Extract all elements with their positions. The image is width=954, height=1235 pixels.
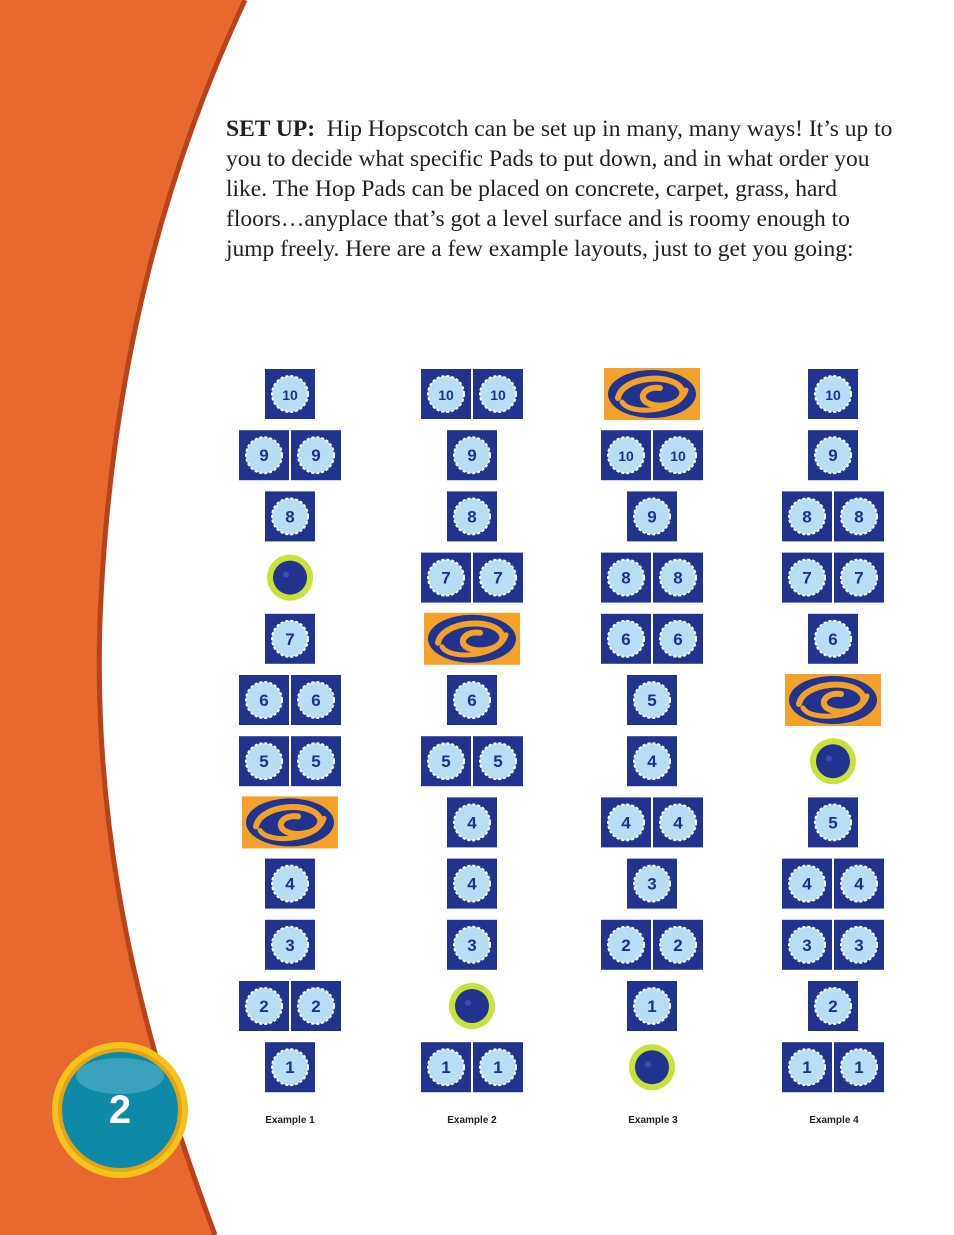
- hop-pad-6: [653, 614, 703, 664]
- hop-pad-number: 1: [285, 1058, 295, 1078]
- hop-pad-number: 9: [828, 446, 838, 466]
- page-number: 2: [108, 1088, 132, 1132]
- hop-pad-5: [291, 736, 341, 786]
- setup-body: Hip Hopscotch can be set up in many, many ways! It’s up to you to decide what specific Pads to put down, and in what order you like. The Hop Pads can be placed on concrete, carpet, grass, hard floors…anyplace that’s got a level surface and is roomy enough to jump freely. Here are a few example layouts, just to get you going:: [226, 116, 893, 262]
- swirl-pad: [604, 368, 700, 420]
- swirl-pad: [785, 674, 881, 726]
- hop-pad-7: [421, 553, 471, 603]
- hop-pad-number: 6: [259, 691, 269, 710]
- hop-pad-9: [291, 430, 341, 480]
- hop-pad-number: 10: [438, 387, 454, 403]
- hop-pad-number: 4: [285, 874, 295, 894]
- hop-pad-number: 6: [673, 629, 683, 649]
- hop-pad-4: [834, 859, 884, 909]
- circle-pad: [267, 555, 313, 601]
- hop-pad-number: 10: [282, 387, 298, 403]
- hop-pad-number: 9: [311, 446, 321, 466]
- hop-pad-number: 6: [467, 691, 477, 710]
- hop-pad-7: [265, 614, 315, 664]
- hop-pad-6: [808, 614, 858, 664]
- hop-pad-6: [291, 675, 341, 725]
- example-2-label: Example 2: [447, 1115, 497, 1126]
- hop-pad-9: [239, 430, 289, 480]
- hop-pad-number: 3: [467, 935, 477, 955]
- hop-pad-3: [627, 859, 677, 909]
- hop-pad-number: 5: [259, 752, 269, 772]
- circle-pad: [810, 738, 856, 784]
- hop-pad-4: [265, 859, 315, 909]
- hop-pad-4: [601, 797, 651, 847]
- hop-pad-1: [473, 1042, 523, 1092]
- hop-pad-number: 8: [621, 568, 631, 588]
- hop-pad-number: 10: [490, 387, 506, 403]
- hop-pad-number: 10: [825, 387, 841, 403]
- hop-pad-9: [808, 430, 858, 480]
- hop-pad-number: 6: [621, 629, 631, 649]
- hop-pad-1: [834, 1042, 884, 1092]
- hop-pad-3: [834, 920, 884, 970]
- hop-pad-number: 5: [441, 752, 451, 772]
- hop-pad-10: [808, 369, 858, 419]
- hop-pad-number: 1: [854, 1058, 864, 1078]
- hop-pad-number: 10: [618, 448, 634, 465]
- hop-pad-number: 4: [621, 813, 631, 833]
- hop-pad-5: [421, 736, 471, 786]
- hop-pad-8: [447, 491, 497, 541]
- hop-pad-number: 2: [828, 997, 838, 1016]
- hop-pad-number: 9: [259, 446, 269, 466]
- circle-pad: [449, 983, 495, 1029]
- hop-pad-5: [627, 675, 677, 725]
- hop-pad-number: 7: [493, 568, 503, 588]
- hop-pad-number: 3: [647, 874, 657, 894]
- hop-pad-1: [265, 1042, 315, 1092]
- hop-pad-number: 4: [802, 874, 812, 894]
- hop-pad-9: [447, 430, 497, 480]
- hop-pad-10: [653, 430, 703, 480]
- hop-pad-10: [265, 369, 315, 419]
- example-4-label: Example 4: [809, 1115, 859, 1126]
- hop-pad-8: [265, 491, 315, 541]
- hop-pad-number: 7: [441, 568, 451, 588]
- hop-pad-8: [782, 491, 832, 541]
- hop-pad-number: 2: [311, 997, 321, 1016]
- hop-pad-4: [627, 736, 677, 786]
- hop-pad-number: 1: [647, 997, 657, 1016]
- hop-pad-number: 4: [647, 752, 657, 772]
- hop-pad-number: 4: [854, 874, 864, 894]
- hop-pad-number: 9: [647, 507, 657, 527]
- hop-pad-number: 5: [493, 752, 503, 772]
- hop-pad-number: 1: [493, 1058, 503, 1078]
- hop-pad-number: 6: [311, 691, 321, 710]
- hop-pad-2: [239, 981, 289, 1031]
- hop-pad-number: 8: [467, 507, 477, 527]
- hop-pad-number: 3: [854, 935, 864, 955]
- hop-pad-number: 4: [673, 813, 683, 833]
- example-1-label: Example 1: [265, 1115, 315, 1126]
- hop-pad-number: 8: [802, 507, 812, 527]
- hop-pad-1: [627, 981, 677, 1031]
- hop-pad-number: 2: [673, 935, 683, 955]
- hop-pad-4: [447, 797, 497, 847]
- hop-pad-6: [239, 675, 289, 725]
- circle-pad: [629, 1044, 675, 1090]
- hop-pad-1: [782, 1042, 832, 1092]
- hop-pad-4: [782, 859, 832, 909]
- hop-pad-number: 7: [285, 629, 295, 649]
- swirl-pad: [242, 796, 338, 848]
- hop-pad-5: [473, 736, 523, 786]
- hop-pad-number: 9: [467, 446, 477, 466]
- hop-pad-number: 1: [802, 1058, 812, 1078]
- hop-pad-number: 5: [647, 691, 657, 710]
- hop-pad-number: 8: [285, 507, 295, 527]
- hop-pad-4: [447, 859, 497, 909]
- hop-pad-2: [653, 920, 703, 970]
- hop-pad-10: [601, 430, 651, 480]
- hop-pad-3: [782, 920, 832, 970]
- hop-pad-8: [601, 553, 651, 603]
- hop-pad-number: 7: [802, 568, 812, 588]
- hop-pad-10: [473, 369, 523, 419]
- hop-pad-8: [653, 553, 703, 603]
- hop-pad-9: [627, 491, 677, 541]
- hop-pad-number: 10: [670, 448, 686, 465]
- hop-pad-5: [239, 736, 289, 786]
- hop-pad-number: 6: [828, 629, 838, 649]
- hop-pad-number: 8: [854, 507, 864, 527]
- swirl-pad: [424, 613, 520, 665]
- hop-pad-number: 5: [828, 813, 838, 833]
- hop-pad-number: 2: [621, 935, 631, 955]
- hop-pad-4: [653, 797, 703, 847]
- hop-pad-3: [447, 920, 497, 970]
- hop-pad-number: 8: [673, 568, 683, 588]
- hop-pad-7: [834, 553, 884, 603]
- hop-pad-6: [601, 614, 651, 664]
- hop-pad-6: [447, 675, 497, 725]
- example-3-label: Example 3: [628, 1115, 678, 1126]
- hop-pad-number: 2: [259, 997, 269, 1016]
- hop-pad-8: [834, 491, 884, 541]
- hop-pad-number: 1: [441, 1058, 451, 1078]
- hop-pad-2: [291, 981, 341, 1031]
- hop-pad-7: [473, 553, 523, 603]
- hop-pad-number: 4: [467, 874, 477, 894]
- hop-pad-2: [808, 981, 858, 1031]
- hop-pad-number: 7: [854, 568, 864, 588]
- hop-pad-7: [782, 553, 832, 603]
- hop-pad-3: [265, 920, 315, 970]
- setup-heading: SET UP:: [226, 116, 316, 142]
- hop-pad-5: [808, 797, 858, 847]
- hop-pad-number: 5: [311, 752, 321, 772]
- hop-pad-number: 4: [467, 813, 477, 833]
- hop-pad-1: [421, 1042, 471, 1092]
- hop-pad-2: [601, 920, 651, 970]
- hop-pad-number: 3: [802, 935, 812, 955]
- hop-pad-number: 3: [285, 935, 295, 955]
- hop-pad-10: [421, 369, 471, 419]
